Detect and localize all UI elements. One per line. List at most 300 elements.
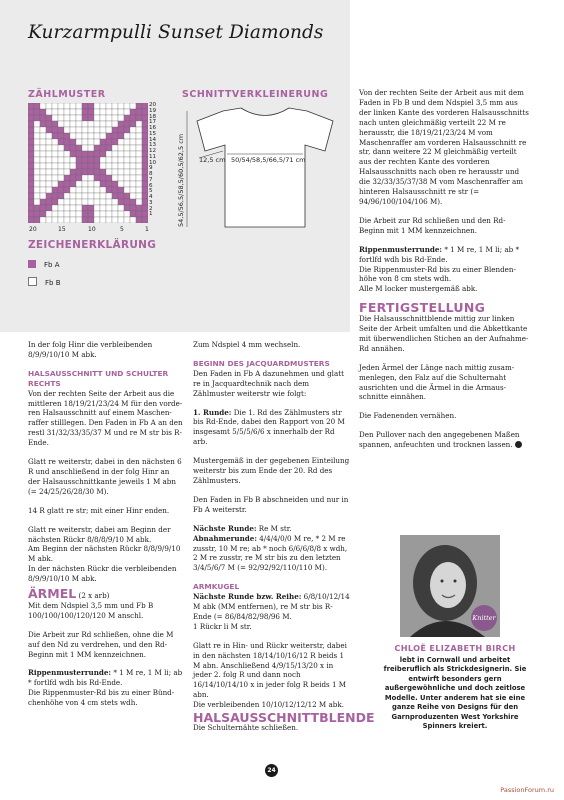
chart-cell xyxy=(70,199,76,205)
chart-cell xyxy=(100,205,106,211)
chart-cell xyxy=(70,127,76,133)
chart-cell xyxy=(64,205,70,211)
chart-cell xyxy=(130,139,136,145)
chart-cell xyxy=(142,217,148,223)
chart-cell xyxy=(52,181,58,187)
chart-cell xyxy=(136,139,142,145)
chart-cell xyxy=(52,115,58,121)
chart-cell xyxy=(130,211,136,217)
chart-cell xyxy=(28,121,34,127)
chart-cell xyxy=(64,145,70,151)
paragraph: In der folg Hinr die verbleibenden 8/9/9/10/10 M abk. xyxy=(28,340,153,359)
chart-cell xyxy=(118,169,124,175)
chart-cell xyxy=(52,109,58,115)
chart-cell xyxy=(124,181,130,187)
chart-cell xyxy=(124,193,130,199)
chart-cell xyxy=(142,169,148,175)
chart-cell xyxy=(136,157,142,163)
text: 4/4/4/0/0 M re, * 2 M re zusstr, 10 M re; ab * noch 6/6/6/8/8 x wdh, 2 M re zusstr, re M str bis zu den letzten 3/4/5/6/7 M (= 92/92/92/110/110 M). xyxy=(193,533,348,573)
chart-cell xyxy=(58,127,64,133)
row-number: 16 xyxy=(149,125,157,131)
chart-cell xyxy=(58,199,64,205)
chart-cell xyxy=(82,109,88,115)
chart-cell xyxy=(58,193,64,199)
row-number: 1 xyxy=(149,211,153,218)
chart-cell xyxy=(106,175,112,181)
chart-cell xyxy=(130,109,136,115)
chart-cell xyxy=(58,121,64,127)
chart-cell xyxy=(76,115,82,121)
badge-text: Knitter xyxy=(472,614,496,622)
chart-cell xyxy=(52,133,58,139)
chart-cell xyxy=(100,217,106,223)
chart-cell xyxy=(94,145,100,151)
column-2 xyxy=(193,340,375,742)
col-number: 1 xyxy=(145,226,149,233)
chart-cell xyxy=(88,187,94,193)
chart-cell xyxy=(40,217,46,223)
chart-cell xyxy=(112,211,118,217)
chart-cell xyxy=(100,151,106,157)
chart-cell xyxy=(124,139,130,145)
neck-band-instructions xyxy=(359,88,531,459)
chart-cell xyxy=(70,205,76,211)
chart-cell xyxy=(94,187,100,193)
chart-cell xyxy=(106,205,112,211)
chart-cell xyxy=(88,163,94,169)
chart-cell xyxy=(112,139,118,145)
chart-cell xyxy=(106,217,112,223)
chart-cell xyxy=(136,127,142,133)
legend-item-fb-a xyxy=(28,260,59,269)
chart-cell xyxy=(130,187,136,193)
legend-label: Fb A xyxy=(44,261,60,269)
chart-cell xyxy=(100,169,106,175)
chart-cell xyxy=(106,199,112,205)
chart-heading: ZÄHLMUSTER xyxy=(28,89,106,100)
chart-cell xyxy=(142,205,148,211)
chart-cell xyxy=(130,163,136,169)
chart-cell xyxy=(130,181,136,187)
chart-cell xyxy=(70,187,76,193)
paragraph: Die Rippenmuster-Rd bis zu einer Blendenhöhe von 8 cm stets wdh. xyxy=(359,264,516,284)
chart-cell xyxy=(100,175,106,181)
chart-cell xyxy=(46,175,52,181)
chart-cell xyxy=(88,145,94,151)
paragraph: In der nächsten Rückr die verbleibenden 8/9/9/10/10 M abk. xyxy=(28,564,177,584)
chart-cell xyxy=(118,127,124,133)
chart-cell xyxy=(106,163,112,169)
chart-cell xyxy=(88,139,94,145)
page-number: 24 xyxy=(265,764,278,777)
chart-cell xyxy=(76,211,82,217)
chart-cell xyxy=(106,181,112,187)
swatch-icon xyxy=(28,277,37,286)
chart-cell xyxy=(124,151,130,157)
paragraph: Glatt re weiterstr, dabei in den nächsten 6 R und anschließend in der folg Hinr an der Halsausschnittkante jeweils 1 M abn (= 24/25/26/28/30 M). xyxy=(28,457,182,496)
term: Nächste Runde bzw. Reihe: xyxy=(193,592,302,602)
chart-cell xyxy=(112,121,118,127)
chart-cell xyxy=(70,217,76,223)
designer-bio xyxy=(380,644,530,732)
paragraph: Glatt re in Hin- und Rückr weiterstr, dabei in den nächsten 18/14/10/16/12 R beids 1 M abn. Anschließend 4/9/15/13/20 x in jeder 2. folg R und dann noch 16/14/10/14/10 x in jeder folg R beids 1 M abn. xyxy=(193,640,347,700)
chart-cell xyxy=(100,157,106,163)
chart-cell xyxy=(124,121,130,127)
chart-cell xyxy=(28,151,34,157)
chart-cell xyxy=(136,115,142,121)
chart-cell xyxy=(106,187,112,193)
paragraph: Die Schulternähte schließen. xyxy=(193,723,299,732)
chart-cell xyxy=(82,151,88,157)
chart-cell xyxy=(34,103,40,109)
row-number: 17 xyxy=(149,119,157,126)
chart-cell xyxy=(142,133,148,139)
chart-cell xyxy=(130,151,136,157)
chart-cell xyxy=(124,175,130,181)
col-number: 10 xyxy=(88,226,96,233)
sleeve-heading xyxy=(28,586,183,602)
chart-cell xyxy=(112,133,118,139)
chart-cell xyxy=(88,181,94,187)
swatch-icon xyxy=(28,260,36,268)
chart-cell xyxy=(64,115,70,121)
chart-cell xyxy=(52,127,58,133)
chart-cell xyxy=(34,175,40,181)
paragraph xyxy=(193,534,350,574)
row-number: 6 xyxy=(149,182,153,189)
row-number: 3 xyxy=(149,199,153,206)
chart-cell xyxy=(70,193,76,199)
chart-cell xyxy=(94,109,100,115)
chart-cell xyxy=(34,163,40,169)
chart-cell xyxy=(40,157,46,163)
chart-cell xyxy=(100,187,106,193)
heading-note: (2 x arb) xyxy=(78,591,110,601)
paragraph xyxy=(193,592,350,622)
chart-cell xyxy=(28,175,34,181)
chart-cell xyxy=(94,115,100,121)
chart-cell xyxy=(100,193,106,199)
chart-cell xyxy=(142,157,148,163)
chart-cell xyxy=(52,205,58,211)
chart-cell xyxy=(94,199,100,205)
row-number: 11 xyxy=(149,153,157,160)
subheading: HALSAUSSCHNITT UND SCHULTER RECHTS xyxy=(28,368,169,388)
chart-cell xyxy=(88,127,94,133)
chart-cell xyxy=(46,103,52,109)
chart-cell xyxy=(130,115,136,121)
row-number: 12 xyxy=(149,148,157,154)
chart-cell xyxy=(106,145,112,151)
term: Rippenmusterrunde: xyxy=(28,668,112,678)
chart-cell xyxy=(46,169,52,175)
site-watermark: PassionForum.ru xyxy=(500,786,554,794)
chart-cell xyxy=(118,157,124,163)
chart-cell xyxy=(136,205,142,211)
chart-cell xyxy=(40,199,46,205)
chart-cell xyxy=(112,199,118,205)
chart-cell xyxy=(142,115,148,121)
chart-cell xyxy=(124,157,130,163)
chart-cell xyxy=(94,169,100,175)
legend-heading: ZEICHENERKLÄRUNG xyxy=(28,239,157,251)
column-1 xyxy=(28,340,183,717)
chart-cell xyxy=(28,205,34,211)
paragraph xyxy=(28,668,183,688)
chart-cell xyxy=(64,175,70,181)
chart-cell xyxy=(130,175,136,181)
chart-cell xyxy=(136,211,142,217)
chart-cell xyxy=(100,211,106,217)
chart-cell xyxy=(106,193,112,199)
chart-cell xyxy=(94,133,100,139)
chart-cell xyxy=(118,133,124,139)
chart-cell xyxy=(46,139,52,145)
chart-cell xyxy=(118,211,124,217)
chart-cell xyxy=(82,103,88,109)
chart-cell xyxy=(76,109,82,115)
chart-cell xyxy=(52,169,58,175)
chart-cell xyxy=(40,181,46,187)
chart-cell xyxy=(112,103,118,109)
chart-cell xyxy=(82,169,88,175)
chart-cell xyxy=(58,133,64,139)
bio-text: lebt in Cornwall und arbeitet freiberuflich als Strickdesignerin. Sie entwirft besonders gern außergewöhnliche und doch zeitlose Modelle. Unter anderem hat sie eine ganze Reihe von Designs für den Garnproduzenten West Yorkshire Spinners kreiert. xyxy=(383,655,527,730)
paragraph: Die verbleibenden 10/10/12/12/12 M abk. xyxy=(193,700,344,710)
chart-cell xyxy=(52,157,58,163)
chart-cell xyxy=(34,121,40,127)
chart-cell xyxy=(142,193,148,199)
paragraph: Alle M locker mustergemäß abk. xyxy=(359,284,478,294)
chart-cell xyxy=(70,211,76,217)
chart-cell xyxy=(88,217,94,223)
chart-cell xyxy=(40,187,46,193)
chart-cell xyxy=(34,133,40,139)
chart-cell xyxy=(46,151,52,157)
chart-cell xyxy=(82,115,88,121)
chart-cell xyxy=(58,145,64,151)
chart-cell xyxy=(88,199,94,205)
chart-cell xyxy=(46,199,52,205)
chart-cell xyxy=(88,175,94,181)
width-measure: 50/54/58,5/66,5/71 cm xyxy=(231,156,306,164)
chart-cell xyxy=(70,109,76,115)
row-number: 19 xyxy=(149,107,157,114)
chart-cell xyxy=(34,157,40,163)
chart-cell xyxy=(100,109,106,115)
chart-cell xyxy=(106,139,112,145)
chart-cell xyxy=(40,133,46,139)
chart-cell xyxy=(70,121,76,127)
chart-cell xyxy=(76,121,82,127)
chart-cell xyxy=(58,175,64,181)
chart-cell xyxy=(76,145,82,151)
chart-cell xyxy=(100,139,106,145)
chart-cell xyxy=(34,205,40,211)
finishing-heading: FERTIGSTELLUNG xyxy=(359,300,486,316)
chart-cell xyxy=(28,133,34,139)
chart-cell xyxy=(40,169,46,175)
chart-cell xyxy=(58,163,64,169)
chart-cell xyxy=(124,103,130,109)
chart-cell xyxy=(46,187,52,193)
chart-cell xyxy=(82,133,88,139)
chart-cell xyxy=(124,211,130,217)
chart-cell xyxy=(118,193,124,199)
paragraph xyxy=(193,524,350,534)
chart-cell xyxy=(40,151,46,157)
row-number: 18 xyxy=(149,113,157,120)
chart-cell xyxy=(46,217,52,223)
col-number: 20 xyxy=(29,226,37,233)
chart-cell xyxy=(28,211,34,217)
chart-cell xyxy=(124,205,130,211)
chart-cell xyxy=(40,121,46,127)
chart-cell xyxy=(88,103,94,109)
chart-cell xyxy=(64,103,70,109)
chart-cell xyxy=(64,157,70,163)
chart-cell xyxy=(94,139,100,145)
chart-cell xyxy=(58,115,64,121)
chart-cell xyxy=(70,133,76,139)
chart-cell xyxy=(112,115,118,121)
chart-cell xyxy=(46,193,52,199)
chart-cell xyxy=(124,217,130,223)
chart-cell xyxy=(94,157,100,163)
chart-cell xyxy=(76,205,82,211)
chart-cell xyxy=(124,109,130,115)
chart-cell xyxy=(142,199,148,205)
chart-cell xyxy=(130,133,136,139)
chart-cell xyxy=(130,157,136,163)
chart-cell xyxy=(100,115,106,121)
page-title: Kurzarmpulli Sunset Diamonds xyxy=(28,22,324,43)
chart-cell xyxy=(76,139,82,145)
term: 1. Runde: xyxy=(193,407,232,417)
chart-cell xyxy=(106,151,112,157)
row-number: 4 xyxy=(149,194,153,200)
row-number: 7 xyxy=(149,176,153,183)
chart-cell xyxy=(46,127,52,133)
paragraph: Von der rechten Seite der Arbeit aus mit dem Faden in Fb B und dem Ndspiel 3,5 mm aus der linken Kante des vorderen Halsausschnitts nach unten gleichmäßig verteilt 22 M re herausstr, die 18/19/21/23/24 M vom Maschenraffer am vorderen Halsausschnitt re str, dann weitere 22 M gleichmäßig verteilt aus der rechten Kante des vorderen Halsausschnitts nach oben re herausstr und die 32/33/35/37/38 M vom Maschenraffer am hinteren Halsausschnitt re str (= 94/96/100/104/106 M). xyxy=(359,88,529,206)
chart-cell xyxy=(70,145,76,151)
chart-cell xyxy=(136,145,142,151)
chart-cell xyxy=(82,181,88,187)
chart-cell xyxy=(52,121,58,127)
chart-cell xyxy=(64,121,70,127)
chart-cell xyxy=(124,115,130,121)
chart-cell xyxy=(34,145,40,151)
chart-cell xyxy=(130,145,136,151)
paragraph: Die Rippenmuster-Rd bis zu einer Bündchenhöhe von 4 cm stets wdh. xyxy=(28,688,175,708)
chart-cell xyxy=(118,175,124,181)
chart-cell xyxy=(40,139,46,145)
chart-cell xyxy=(142,211,148,217)
paragraph: Mit dem Ndspiel 3,5 mm und Fb B 100/100/100/120/120 M anschl. xyxy=(28,600,154,620)
chart-cell xyxy=(142,163,148,169)
chart-cell xyxy=(88,193,94,199)
knitting-chart xyxy=(28,103,148,223)
chart-cell xyxy=(100,163,106,169)
chart-cell xyxy=(82,175,88,181)
chart-cell xyxy=(34,193,40,199)
paragraph xyxy=(359,245,531,265)
chart-cell xyxy=(136,109,142,115)
designer-photo xyxy=(400,535,500,637)
chart-cell xyxy=(142,103,148,109)
chart-cell xyxy=(82,199,88,205)
chart-cell xyxy=(142,121,148,127)
chart-cell xyxy=(112,193,118,199)
chart-cell xyxy=(82,211,88,217)
paragraph: Zum Ndspiel 4 mm wechseln. xyxy=(193,340,301,349)
chart-cell xyxy=(142,139,148,145)
chart-cell xyxy=(106,133,112,139)
text: 6/8/10/12/14 M abk (MM entfernen), re M str bis R-Ende (= 86/84/82/98/96 M. xyxy=(193,592,350,621)
chart-cell xyxy=(94,175,100,181)
chart-cell xyxy=(28,157,34,163)
paragraph: Den Faden in Fb A dazunehmen und glatt re in Jacquardtechnik nach dem Zählmuster weiterstr wie folgt: xyxy=(193,368,344,398)
chart-cell xyxy=(28,103,34,109)
paragraph: Den Faden in Fb B abschneiden und nur in Fb A weiterstr. xyxy=(193,494,349,514)
chart-cell xyxy=(88,205,94,211)
chart-cell xyxy=(106,103,112,109)
chart-cell xyxy=(58,157,64,163)
chart-cell xyxy=(106,121,112,127)
chart-cell xyxy=(124,133,130,139)
chart-cell xyxy=(112,127,118,133)
chart-cell xyxy=(70,115,76,121)
chart-cell xyxy=(70,163,76,169)
chart-cell xyxy=(40,145,46,151)
chart-cell xyxy=(94,211,100,217)
chart-cell xyxy=(52,145,58,151)
paragraph: 1 Rückr li M str. xyxy=(193,621,252,631)
chart-cell xyxy=(82,205,88,211)
chart-cell xyxy=(82,157,88,163)
chart-cell xyxy=(124,163,130,169)
chart-cell xyxy=(64,139,70,145)
chart-cell xyxy=(64,199,70,205)
text: * 1 M re, 1 M li; ab * fortlfd wdh bis Rd-Ende. xyxy=(28,668,183,688)
schematic-heading: SCHNITTVERKLEINERUNG xyxy=(182,89,329,100)
chart-cell xyxy=(94,121,100,127)
neck-band-heading: HALSAUSSCHNITTBLENDE xyxy=(193,710,375,726)
term: Rippenmusterrunde: xyxy=(359,244,443,254)
chart-cell xyxy=(64,169,70,175)
chart-cell xyxy=(58,211,64,217)
chart-cell xyxy=(76,127,82,133)
chart-cell xyxy=(118,151,124,157)
row-number: 13 xyxy=(149,142,157,149)
chart-cell xyxy=(100,181,106,187)
chart-cell xyxy=(100,199,106,205)
chart-cell xyxy=(28,169,34,175)
chart-cell xyxy=(142,145,148,151)
chart-cell xyxy=(130,127,136,133)
chart-cell xyxy=(28,187,34,193)
chart-cell xyxy=(100,127,106,133)
chart-cell xyxy=(52,163,58,169)
chart-cell xyxy=(58,187,64,193)
chart-cell xyxy=(136,121,142,127)
chart-cell xyxy=(70,175,76,181)
row-number: 10 xyxy=(149,159,157,166)
paragraph: Am Beginn der nächsten Rückr 8/8/9/9/10 M abk. xyxy=(28,544,181,564)
chart-cell xyxy=(40,109,46,115)
length-measure: 54,5/56,5/58,5/60,5/62,5 cm xyxy=(177,133,185,227)
paragraph: Die Arbeit zur Rd schließen und den Rd-Beginn mit 1 MM kennzeichnen. xyxy=(359,215,506,235)
